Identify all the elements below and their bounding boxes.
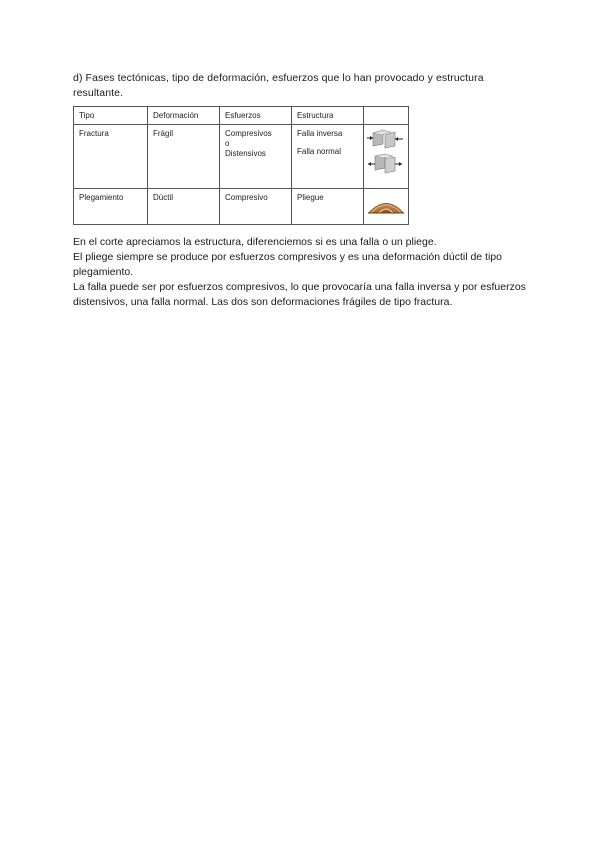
cell-esfuerzos: Compresivo — [220, 189, 292, 225]
header-estructura: Estructura — [292, 107, 364, 125]
deformation-table — [73, 106, 409, 225]
paragraph: El pliege siempre se produce por esfuerzos compresivos y es una deformación dúctil de tipo plegamiento. — [73, 251, 502, 278]
esfuerzo-distensivos: Distensivos — [225, 149, 266, 158]
header-tipo: Tipo — [74, 107, 148, 125]
table-row — [74, 189, 409, 225]
table-header-row — [74, 107, 409, 125]
cell-estructura — [292, 125, 364, 189]
cell-deformacion: Dúctil — [148, 189, 220, 225]
esfuerzo-compresivos: Compresivos — [225, 129, 272, 138]
cell-fault-images — [364, 125, 409, 189]
cell-deformacion: Frágil — [148, 125, 220, 189]
estructura-falla-normal: Falla normal — [297, 147, 342, 156]
estructura-falla-inversa: Falla inversa — [297, 129, 343, 138]
paragraph: En el corte apreciamos la estructura, diferenciemos si es una falla o un pliege. — [73, 236, 437, 248]
fold-icon — [367, 191, 405, 215]
section-heading: d) Fases tectónicas, tipo de deformación, esfuerzos que lo han provocado y estructura resultante. — [73, 72, 484, 99]
header-image — [364, 107, 409, 125]
normal-fault-block-icon — [367, 152, 403, 174]
cell-estructura: Pliegue — [292, 189, 364, 225]
cell-tipo: Plegamiento — [74, 189, 148, 225]
esfuerzo-o: o — [225, 139, 230, 148]
reverse-fault-block-icon — [367, 127, 403, 149]
cell-esfuerzos — [220, 125, 292, 189]
table-row — [74, 125, 409, 189]
header-esfuerzos: Esfuerzos — [220, 107, 292, 125]
cell-fold-image — [364, 189, 409, 225]
explanation-text — [73, 235, 533, 310]
paragraph: La falla puede ser por esfuerzos compresivos, lo que provocaría una falla inversa y por esfuerzos distensivos, una falla normal. Las dos son deformaciones frágiles de tipo fractura. — [73, 281, 526, 308]
header-deformacion: Deformación — [148, 107, 220, 125]
cell-tipo: Fractura — [74, 125, 148, 189]
